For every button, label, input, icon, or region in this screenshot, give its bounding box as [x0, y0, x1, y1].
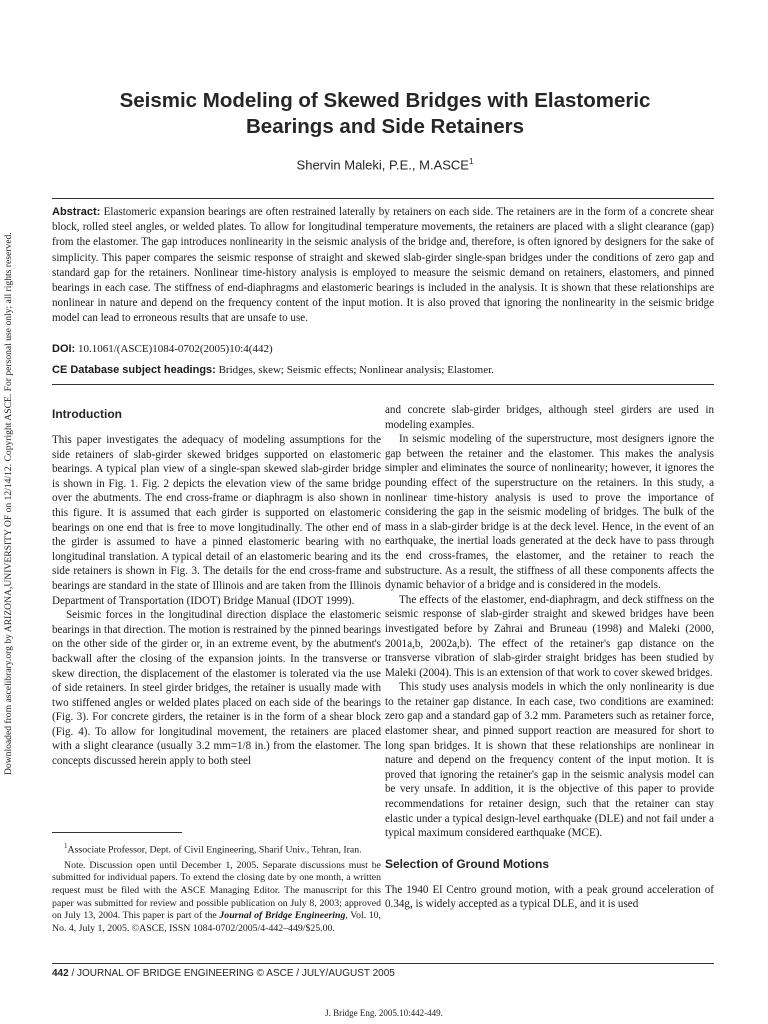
journal-name: Journal of Bridge Engineering [219, 910, 346, 922]
abstract-text: Elastomeric expansion bearings are often restrained laterally by retainers on each side. The retainers are in the form of a concrete shear block, rolled steel angles, or welded plates. To allow for longitudinal temperature movements, the retainers are placed with a slight clearance (gap) from the elastomer. The gap introduces nonlinearity in the seismic analysis of the bridge and, therefore, is often ignored by designers for the sake of simplicity. This paper compares the seismic response of straight and skewed slab-girder single-span bridges under the conditions of zero gap and standard gap for the retainers. Nonlinear time-history analysis is employed to measure the seismic demand on retainers, elastomers, and pinned bearings in each case. The stiffness of end-diaphragms and elastomeric bearings is included in the analysis. It is shown that these relationships are nonlinear in nature and depend on the frequency content of the input motion. It is also proved that ignoring the nonlinearity in the seismic bridge model can lead to erroneous results that are unsafe to use. [52, 206, 714, 325]
footnote-affiliation [52, 840, 381, 857]
footnote-discussion [52, 860, 381, 936]
subject-headings-label: CE Database subject headings: [52, 364, 216, 376]
author-name: Shervin Maleki, P.E., M.ASCE [296, 157, 469, 173]
download-notice: Downloaded from ascelibrary.org by ARIZONA,UNIVERSITY OF on 12/14/12. Copyright ASCE. For personal use only; all rights reserved. [3, 232, 14, 775]
right-column [385, 403, 714, 963]
footnote-mark: 1 [64, 842, 68, 850]
right-paragraph-1: and concrete slab-girder bridges, although steel girders are used in modeling examples. [385, 404, 714, 431]
page-number: 442 [52, 968, 69, 979]
abstract-label: Abstract: [52, 206, 101, 218]
footer-divider [52, 963, 714, 964]
doi-value: 10.1061/(ASCE)1084-0702(2005)10:4(442) [77, 343, 273, 355]
subject-headings-value: Bridges, skew; Seismic effects; Nonlinear analysis; Elastomer. [218, 364, 494, 376]
footnote-discussion-text-b: , Vol. 10, No. 4, July 1, 2005. ©ASCE, ISSN 1084-0702/2005/4-442–449/$25.00. [52, 910, 381, 934]
author-footnote-mark: 1 [468, 157, 474, 166]
footnote-affiliation-text: Associate Professor, Dept. of Civil Engineering, Sharif Univ., Tehran, Iran. [67, 844, 362, 856]
right-paragraph-3: The effects of the elastomer, end-diaphragm, and deck stiffness on the seismic response of slab-girder straight and skewed bridges have been investigated before by Zahrai and Bruneau (1998) and Maleki (2000, 2001a,b, 2002a,b). The effect of the retainer's gap distance on the transverse vibration of slab-girder straight bridges has been studied by Maleki (2004). This is an extension of that work to cover skewed bridges. [385, 593, 714, 679]
doi-line [52, 342, 714, 356]
intro-paragraph-2: Seismic forces in the longitudinal direction displace the elastomeric bearings in that direction. The motion is restrained by the pinned bearings on the other side of the girder or, in an extreme event, by the abutment's backwall after the closing of the expansion joints. In the transverse or skew direction, the displacement of the elastomer is tolerated via the use of side retainers. In steel girder bridges, the retainer is usually made with two stiffened angles or welded plates placed on each side of the bearings (Fig. 3). For concrete girders, the retainer is in the form of a shear block (Fig. 4). To allow for longitudinal movement, the retainers are placed with a slight clearance (usually 3.2 mm=1/8 in.) from the elastomer. The concepts discussed herein apply to both steel [52, 609, 381, 768]
doi-label: DOI: [52, 343, 76, 355]
author-line [40, 157, 730, 172]
title-line-2: Bearings and Side Retainers [246, 115, 524, 138]
right-paragraph-4: This study uses analysis models in which the only nonlinearity is due to the retainer gap distance. In each case, two conditions are examined: zero gap and a standard gap of 3.2 mm. Parameters such as retainer force, elastomer shear, and pinned support reaction are measured for short to long span bridges. It is shown that these relationships are nonlinear in nature and depend on the frequency content of the input motion. It is proved that ignoring the retainer's gap in the seismic analysis model can be very unsafe. In addition, it is the objective of this paper to provide recommendations for retainer design, such that the retainer can stay elastic under a typical design-level earthquake (DLE) and not fail under a typical maximum considered earthquake (MCE). [385, 681, 714, 840]
ground-motions-heading: Selection of Ground Motions [385, 856, 549, 871]
abstract [52, 205, 714, 327]
footnote-discussion-text-a: Note. Discussion open until December 1, 2005. Separate discussions must be submitted for individual papers. To extend the closing date by one month, a written request must be filed with the ASCE Managing Editor. The manuscript for this paper was submitted for review and possible publication on July 8, 2003; approved on July 13, 2004. This paper is part of the [52, 859, 381, 922]
title-line-1: Seismic Modeling of Skewed Bridges with Elastomeric [119, 89, 651, 112]
paper-title [40, 88, 730, 140]
introduction-heading: Introduction [52, 407, 122, 421]
footnote-divider [52, 832, 182, 833]
subject-headings-line [52, 363, 714, 377]
left-column [52, 403, 381, 873]
citation-line: J. Bridge Eng. 2005.10:442-449. [325, 1008, 443, 1018]
page-footer [52, 968, 714, 979]
ground-motions-paragraph: The 1940 El Centro ground motion, with a peak ground acceleration of 0.34g, is widely accepted as a typical DLE, and it is used [385, 883, 714, 911]
right-paragraph-2: In seismic modeling of the superstructure, most designers ignore the gap between the retainer and the elastomer. This makes the analysis simpler and eliminates the source of nonlinearity; however, it ignores the pounding effect of the superstructure on the retainers. In this study, a nonlinear time-history analysis is used to prove the importance of considering the gap in the seismic modeling of bridges. The bulk of the mass in a slab-girder bridge is at the deck level. Hence, in the event of an earthquake, the inertial loads generated at the deck have to pass through the end cross-frames, the elastomer, and the retainer to reach the substructure. As a result, the stiffness of all these components affects the dynamic behavior of a bridge and is considered in the models. [385, 433, 714, 592]
footnotes [52, 840, 381, 938]
top-divider [52, 198, 714, 199]
intro-paragraph-1: This paper investigates the adequacy of modeling assumptions for the side retainers of slab-girder skewed bridges supported on elastomeric bearings. A typical plan view of a single-span skewed slab-girder bridge is shown in Fig. 1. Fig. 2 depicts the elevation view of the same bridge over the abutments. The end cross-frame or diaphragm is also shown in this figure. It is assumed that each girder is supported on elastomeric bearings on one end that is free to move longitudinally. The other end of the girder is assumed to have a pinned elastomeric bearing with no longitudinal translation. A typical detail of an elastomeric bearing and its side retainers is shown in Fig. 3. The details for the end cross-frame and bearings are standard in the state of Illinois and are taken from the Illinois Department of Transportation (IDOT) Bridge Manual (IDOT 1999). [52, 434, 381, 607]
abstract-divider [52, 384, 714, 385]
journal-footer-text: / JOURNAL OF BRIDGE ENGINEERING © ASCE / JULY/AUGUST 2005 [68, 968, 395, 979]
